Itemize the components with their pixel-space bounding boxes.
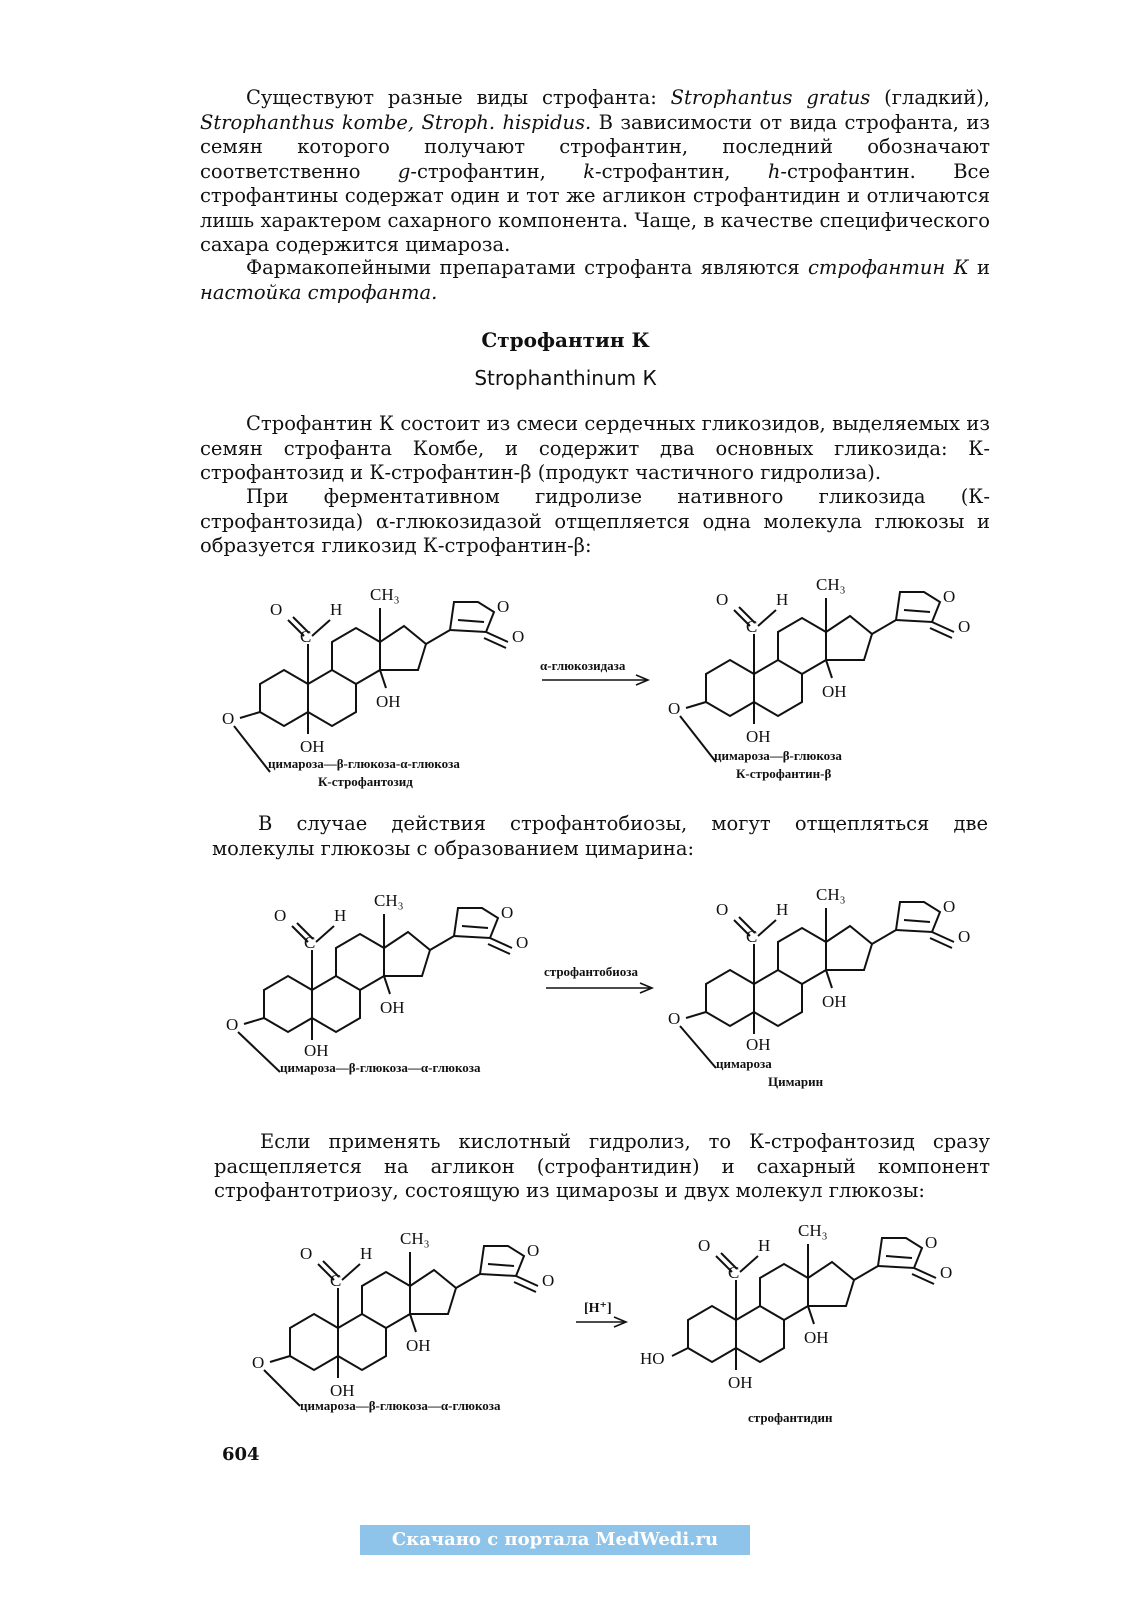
arrow-reagent-label: α-глюкозидаза — [540, 658, 626, 673]
oh-14-label: OH — [406, 1336, 431, 1355]
lactone-o-label: O — [925, 1233, 938, 1252]
ald-o-label: O — [716, 900, 729, 919]
reaction-scheme-3 — [0, 1190, 1131, 1430]
oh-14-label: OH — [822, 682, 847, 701]
o3-label: O — [668, 699, 681, 718]
oh-14-label: OH — [380, 998, 405, 1017]
structure-strophanthidin — [640, 1221, 952, 1425]
reaction-arrow-2 — [544, 964, 652, 993]
ald-c-label: C — [728, 1263, 740, 1282]
structure-k-strophanthoside — [222, 585, 524, 789]
arrow-reagent-label: строфантобиоза — [544, 964, 638, 979]
ald-h-label: H — [776, 590, 789, 609]
section-title: Строфантин К — [481, 328, 650, 352]
o3-label: O — [226, 1015, 239, 1034]
lactone-co-label: O — [958, 617, 971, 636]
body-paragraph-4: Если применять кислотный гидролиз, то К-строфантозид сразу расщепляется на агликон (строфантидин) и сахарный компонент строфантотриозу, состоящую из цимарозы и двух молекул глюкозы: — [214, 1130, 990, 1202]
o3-label: O — [668, 1009, 681, 1028]
lactone-co-label: O — [958, 927, 971, 946]
reaction-arrow-1 — [540, 658, 648, 685]
structure-k-strophanthoside — [252, 1229, 554, 1413]
ho-3-label: HO — [640, 1349, 665, 1368]
ch3-label: CH₃ — [370, 585, 400, 604]
ald-c-label: C — [304, 933, 316, 952]
ald-h-label: H — [776, 900, 789, 919]
body-paragraph-3: В случае действия строфантобиозы, могут отщепляться две молекулы глюкозы с образованием цимарина: — [212, 812, 988, 860]
section-latin-title: Strophanthinum К — [474, 366, 657, 390]
ald-h-label: H — [360, 1244, 373, 1263]
oh-14-label: OH — [804, 1328, 829, 1347]
sugar-chain-label: цимароза—β-глюкоза — [714, 748, 842, 763]
compound-name-label: Цимарин — [768, 1074, 824, 1089]
download-source-banner: Скачано с портала MedWedi.ru — [360, 1525, 750, 1555]
oh-5-label: OH — [746, 1035, 771, 1054]
ald-o-label: O — [274, 906, 287, 925]
lactone-o-label: O — [943, 587, 956, 606]
ald-c-label: C — [300, 627, 312, 646]
ald-c-label: C — [746, 617, 758, 636]
ald-h-label: H — [334, 906, 347, 925]
ald-h-label: H — [758, 1236, 771, 1255]
page-number: 604 — [222, 1444, 260, 1465]
reaction-scheme-2 — [0, 868, 1131, 1098]
ald-c-label: C — [746, 927, 758, 946]
reaction-arrow-3 — [576, 1301, 626, 1327]
oh-14-label: OH — [822, 992, 847, 1011]
sugar-chain-label: цимароза—β-глюкоза—α-глюкоза — [300, 1398, 501, 1413]
ch3-label: CH₃ — [798, 1221, 828, 1240]
oh-5-label: OH — [330, 1381, 355, 1400]
sugar-chain-label: цимароза—β-глюкоза-α-глюкоза — [268, 756, 460, 771]
structure-cymarin — [668, 885, 970, 1089]
sugar-chain-label: цимароза—β-глюкоза—α-глюкоза — [280, 1060, 481, 1075]
compound-name-label: К-строфантозид — [318, 774, 413, 789]
compound-name-label: строфантидин — [748, 1410, 833, 1425]
lactone-o-label: O — [943, 897, 956, 916]
arrow-reagent-label: [H⁺] — [584, 1301, 612, 1316]
structure-k-strophanthoside — [226, 891, 528, 1075]
ch3-label: CH₃ — [816, 885, 846, 904]
oh-14-label: OH — [376, 692, 401, 711]
body-paragraph-1: Строфантин К состоит из смеси сердечных гликозидов, выделяемых из семян строфанта Комбе, и содержит два основных гликозида: К-строфантозид и К-строфантин-β (продукт частичного гидролиза). — [200, 412, 990, 484]
ch3-label: CH₃ — [816, 575, 846, 594]
ald-c-label: C — [330, 1271, 342, 1290]
intro-paragraph-1: Существуют разные виды строфанта: Strophantus gratus (гладкий), Strophanthus kombe, Stroph. hispidus. В зависимости от вида строфанта, из семян которого получают строфантин, последний обозначают соответственно g-строфантин, k-строфантин, h-строфантин. Все строфантины содержат один и тот же агликон строфантидин и отличаются лишь характером сахарного компонента. Чаще, в качестве специфического сахара содержится цимароза. — [200, 86, 990, 256]
o3-label: O — [222, 709, 235, 728]
ald-h-label: H — [330, 600, 343, 619]
reaction-scheme-1 — [0, 560, 1131, 800]
ch3-label: CH₃ — [400, 1229, 430, 1248]
ald-o-label: O — [300, 1244, 313, 1263]
lactone-o-label: O — [497, 597, 510, 616]
o3-label: O — [252, 1353, 265, 1372]
oh-5-label: OH — [300, 737, 325, 756]
oh-5-label: OH — [304, 1041, 329, 1060]
lactone-o-label: O — [501, 903, 514, 922]
compound-name-label: К-строфантин-β — [736, 766, 832, 781]
lactone-co-label: O — [940, 1263, 953, 1282]
sugar-chain-label: цимароза — [716, 1056, 772, 1071]
oh-5-label: OH — [746, 727, 771, 746]
structure-k-strophanthin-beta — [668, 575, 970, 781]
oh-5-label: OH — [728, 1373, 753, 1392]
lactone-co-label: O — [512, 627, 525, 646]
ch3-label: CH₃ — [374, 891, 404, 910]
intro-paragraph-2: Фармакопейными препаратами строфанта являются строфантин К и настойка строфанта. — [200, 256, 990, 304]
ald-o-label: O — [270, 600, 283, 619]
lactone-co-label: O — [542, 1271, 555, 1290]
ald-o-label: O — [698, 1236, 711, 1255]
lactone-o-label: O — [527, 1241, 540, 1260]
body-paragraph-2: При ферментативном гидролизе нативного гликозида (К-строфантозида) α-глюкозидазой отщепляется одна молекула глюкозы и образуется гликозид К-строфантин-β: — [200, 485, 990, 557]
ald-o-label: O — [716, 590, 729, 609]
lactone-co-label: O — [516, 933, 529, 952]
